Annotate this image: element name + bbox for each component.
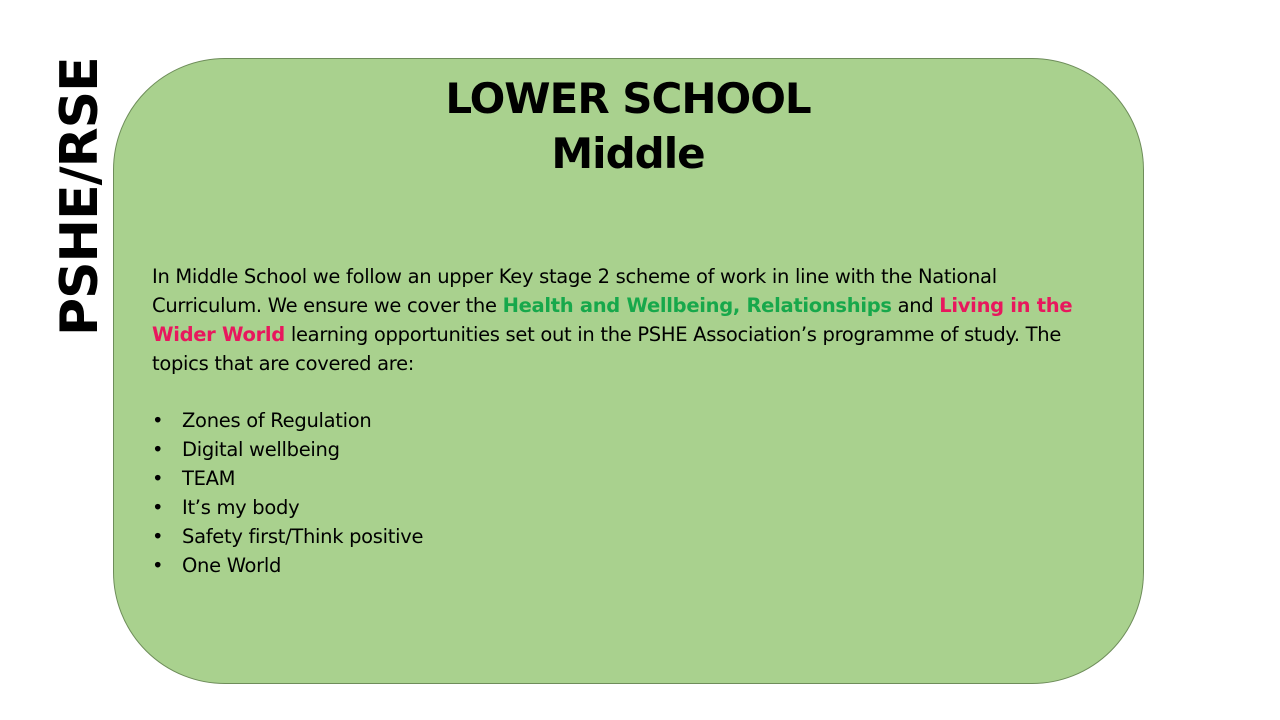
bullet-icon: • bbox=[152, 554, 164, 577]
topic-label: Digital wellbeing bbox=[182, 438, 340, 461]
page-title-line2: Middle bbox=[551, 129, 705, 178]
bullet-icon: • bbox=[152, 525, 164, 548]
intro-text-part2: and bbox=[891, 294, 940, 317]
bullet-icon: • bbox=[152, 496, 164, 519]
topic-label: Zones of Regulation bbox=[182, 409, 372, 432]
intro-text-part1: In Middle School we follow an upper Key stage 2 scheme of work in line with the National Curriculum. We ensure we cover the bbox=[152, 265, 997, 317]
intro-highlight-red: Living in the Wider World bbox=[152, 294, 1073, 346]
topic-label: One World bbox=[182, 554, 282, 577]
bullet-icon: • bbox=[152, 409, 164, 432]
intro-text-part3: learning opportunities set out in the PSHE Association’s programme of study. The topics that are covered are: bbox=[152, 323, 1062, 375]
side-title: PSHE/RSE bbox=[50, 57, 110, 336]
intro-paragraph bbox=[152, 262, 1102, 378]
list-item bbox=[152, 464, 423, 493]
list-item bbox=[152, 406, 423, 435]
bullet-icon: • bbox=[152, 438, 164, 461]
list-item bbox=[152, 551, 423, 580]
intro-highlight-green: Health and Wellbeing, Relationships bbox=[502, 294, 892, 317]
list-item bbox=[152, 493, 423, 522]
topic-label: TEAM bbox=[182, 467, 236, 490]
topics-list bbox=[152, 406, 423, 580]
page-title bbox=[0, 74, 1256, 188]
bullet-icon: • bbox=[152, 467, 164, 490]
topic-label: Safety first/Think positive bbox=[182, 525, 424, 548]
topic-label: It’s my body bbox=[182, 496, 300, 519]
page-title-line1: LOWER SCHOOL bbox=[445, 74, 811, 123]
list-item bbox=[152, 522, 423, 551]
list-item bbox=[152, 435, 423, 464]
